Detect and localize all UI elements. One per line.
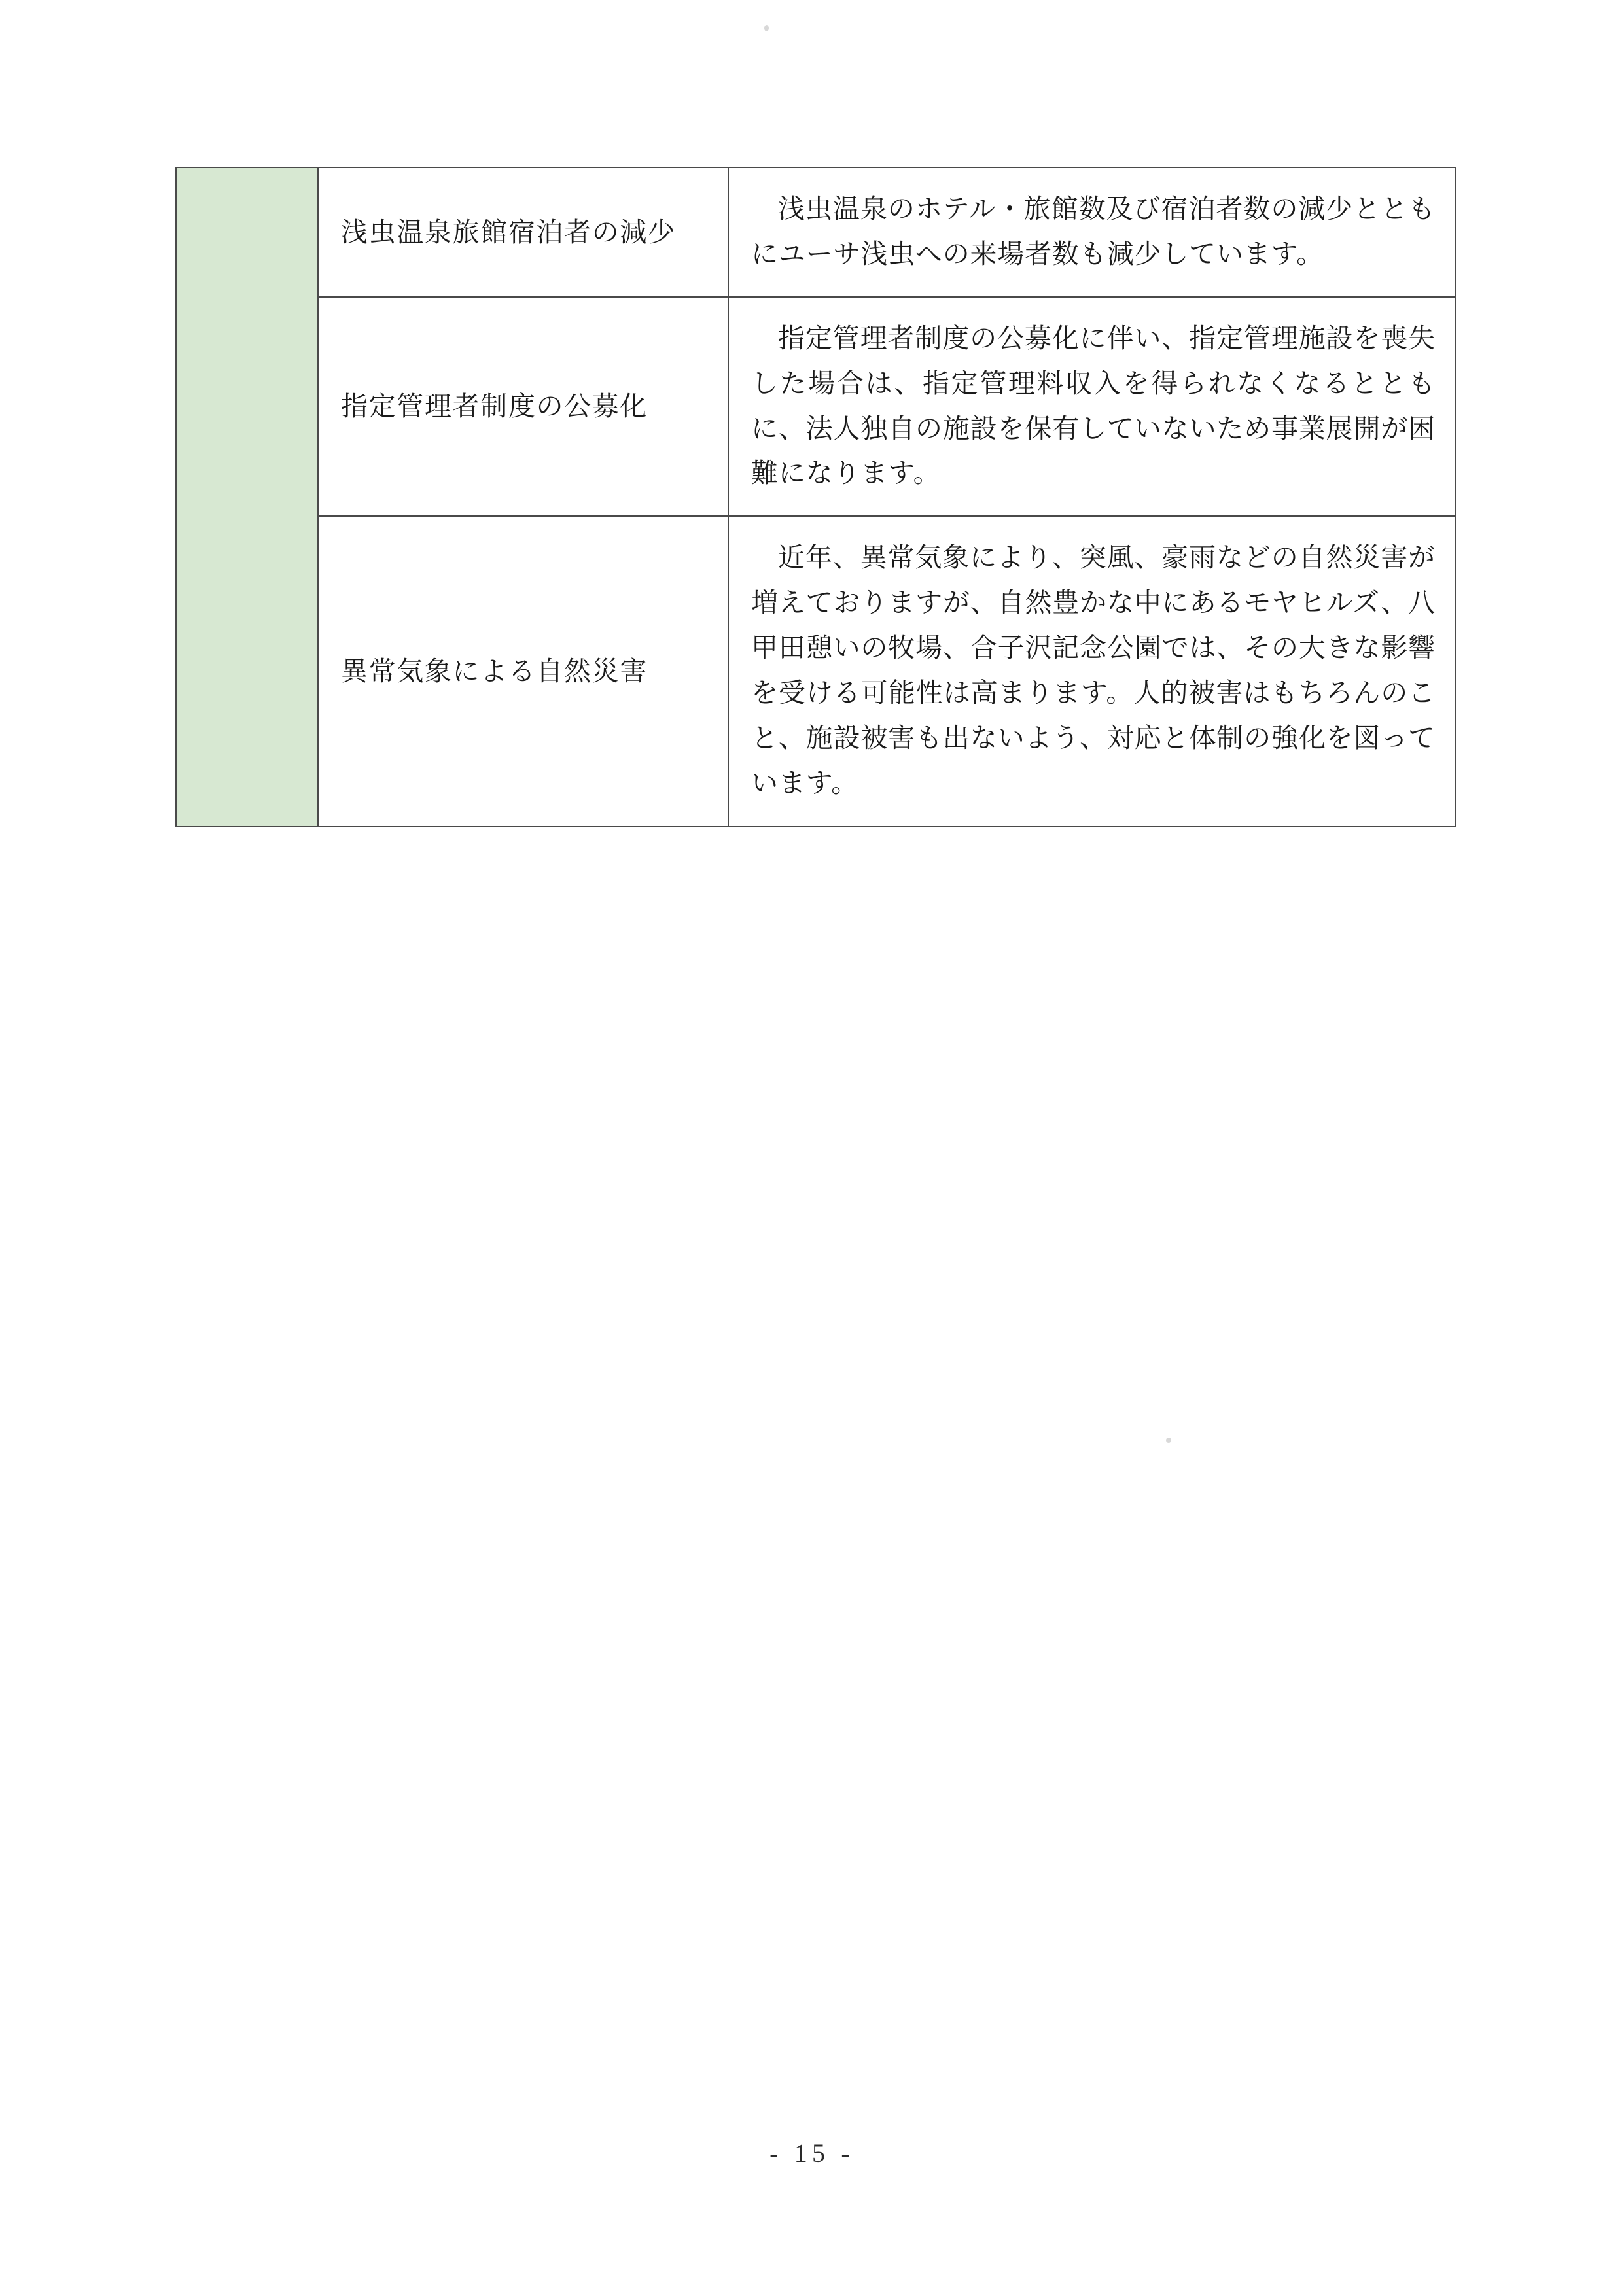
row-body-cell	[728, 297, 1456, 517]
scan-speck	[764, 25, 769, 31]
row-body-cell	[728, 516, 1456, 826]
row-label-text: 異常気象による自然災害	[341, 655, 648, 686]
row-label-cell	[318, 167, 728, 297]
row-body-paragraph: 指定管理者制度の公募化に伴い、指定管理施設を喪失した場合は、指定管理料収入を得られなくなるとともに、法人独自の施設を保有していないため事業展開が困難になります。	[751, 322, 1436, 489]
scan-speck	[1166, 1438, 1171, 1443]
row-body-text	[729, 298, 1455, 516]
accent-column	[176, 167, 318, 826]
risk-table	[175, 167, 1456, 827]
row-label-cell	[318, 516, 728, 826]
row-body-paragraph: 浅虫温泉のホテル・旅館数及び宿泊者数の減少とともにユーサ浅虫への来場者数も減少しています。	[751, 194, 1436, 269]
row-body-text	[729, 168, 1455, 296]
table-row	[176, 297, 1456, 517]
row-label-cell	[318, 297, 728, 517]
row-body-cell	[728, 167, 1456, 297]
row-body-paragraph: 近年、異常気象により、突風、豪雨などの自然災害が増えておりますが、自然豊かな中にあるモヤヒルズ、八甲田憩いの牧場、合子沢記念公園では、その大きな影響を受ける可能性は高まります。人的被害はもちろんのこと、施設被害も出ないよう、対応と体制の強化を図っています。	[751, 542, 1436, 798]
page-number: - 15 -	[769, 2138, 855, 2168]
row-label-text: 指定管理者制度の公募化	[341, 391, 648, 422]
table-row	[176, 167, 1456, 297]
row-body-text	[729, 517, 1455, 825]
row-label-text: 浅虫温泉旅館宿泊者の減少	[341, 217, 676, 247]
table-row	[176, 516, 1456, 826]
